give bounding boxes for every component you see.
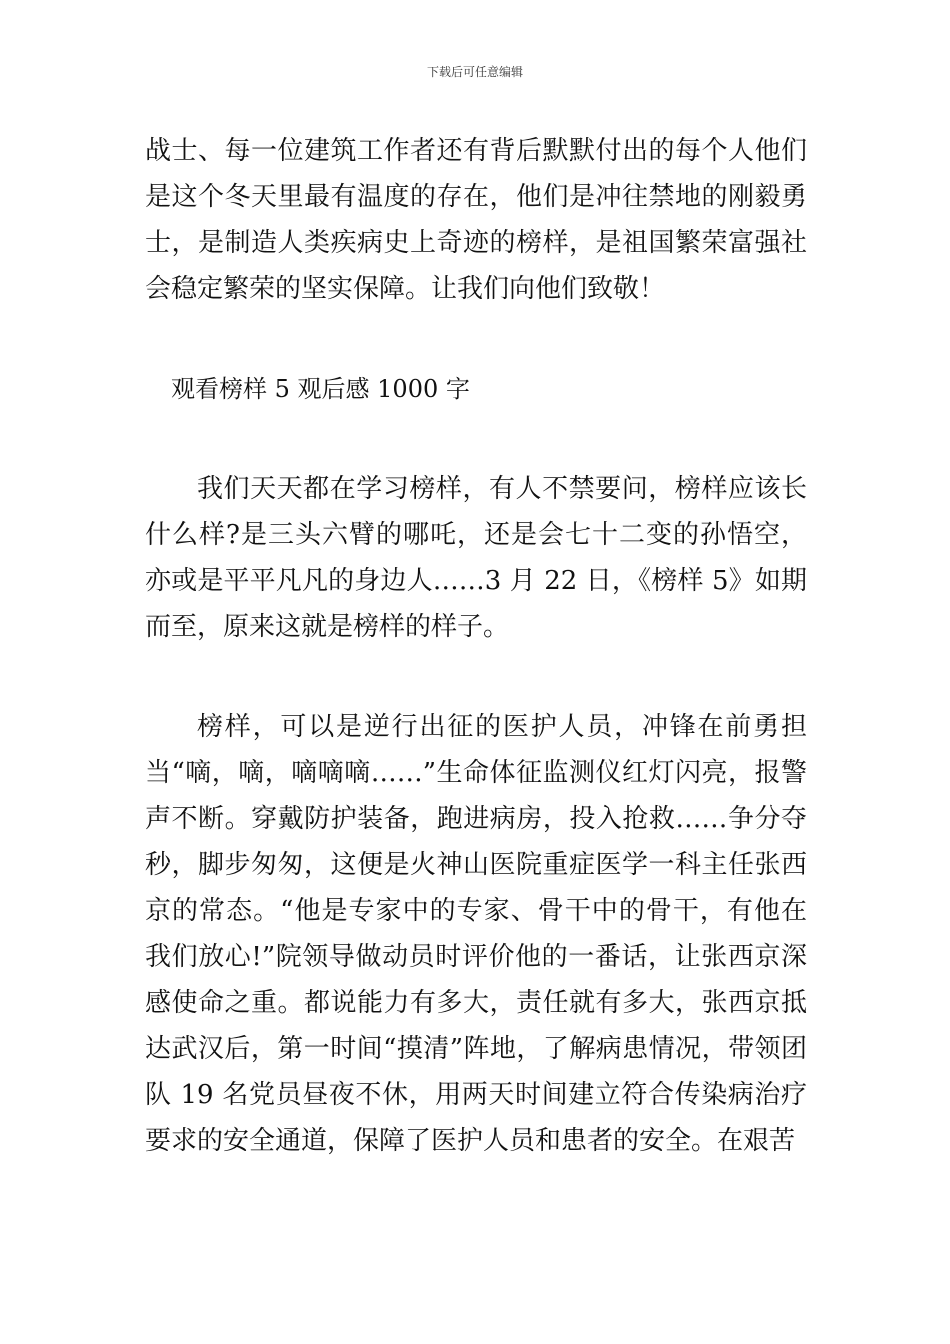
page-header: 下载后可任意编辑 xyxy=(426,65,523,79)
section-title: 观看榜样 5 观后感 1000 字 xyxy=(171,375,470,403)
document-body xyxy=(145,128,807,1164)
paragraph-intro: 我们天天都在学习榜样，有人不禁要问，榜样应该长什么样?是三头六臂的哪吒，还是会七十二变的孙悟空，亦或是平平凡凡的身边人……3 月 22 日，《榜样 5》如期而至，原来这就是榜样的样子。 xyxy=(145,474,807,642)
paragraph-gap xyxy=(145,412,807,466)
paragraph-continuation: 战士、每一位建筑工作者还有背后默默付出的每个人他们是这个冬天里最有温度的存在，他们是冲往禁地的刚毅勇士，是制造人类疾病史上奇迹的榜样，是祖国繁荣富强社会稳定繁荣的坚实保障。让我们向他们致敬！ xyxy=(145,136,807,304)
paragraph-gap xyxy=(145,650,807,704)
paragraph-role-model: 榜样，可以是逆行出征的医护人员，冲锋在前勇担当“嘀，嘀，嘀嘀嘀……”生命体征监测仪红灯闪亮，报警声不断。穿戴防护装备，跑进病房，投入抢救……争分夺秒，脚步匆匆，这便是火神山医院重症医学一科主任张西京的常态。“他是专家中的专家、骨干中的骨干，有他在我们放心!”院领导做动员时评价他的一番话，让张西京深感使命之重。都说能力有多大，责任就有多大，张西京抵达武汉后，第一时间“摸清”阵地，了解病患情况，带领团队 19 名党员昼夜不休，用两天时间建立符合传染病治疗要求的安全通道，保障了医护人员和患者的安全。在艰苦 xyxy=(145,712,807,1156)
paragraph-gap xyxy=(145,312,807,366)
